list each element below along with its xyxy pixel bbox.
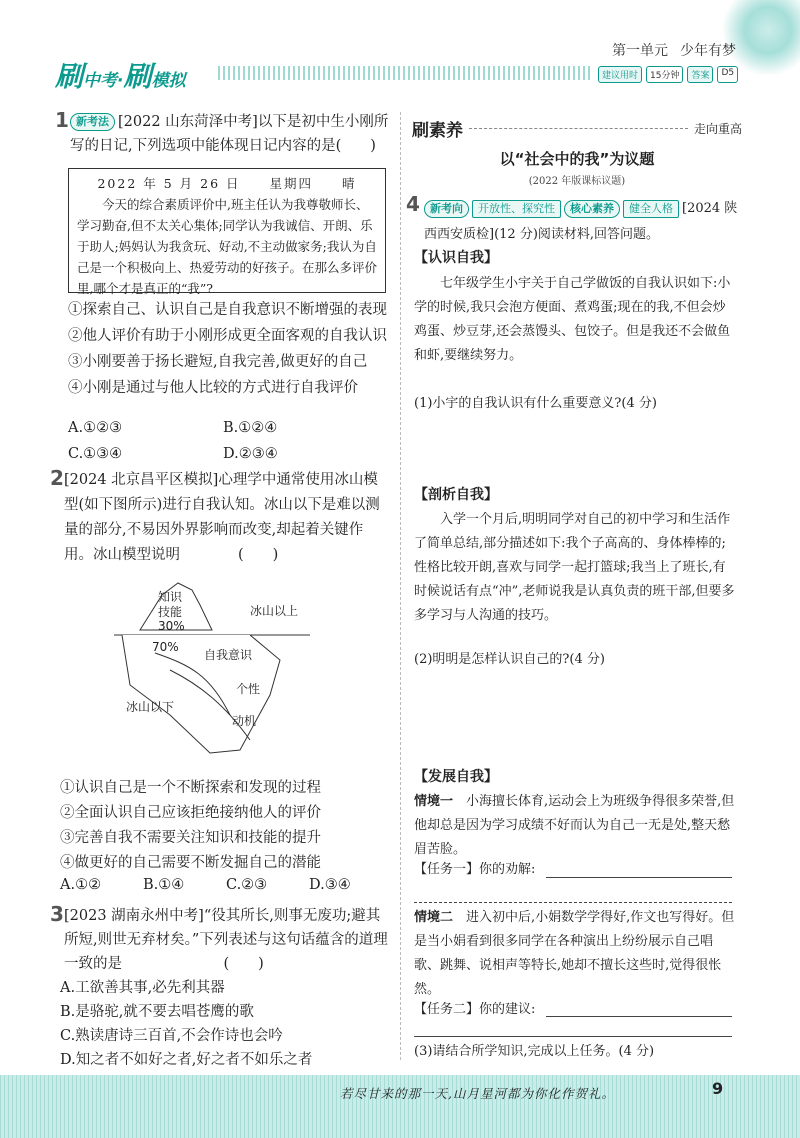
sub-question-2: (2)明明是怎样认识自己的?(4 分) (414, 652, 605, 667)
time-info (598, 66, 738, 83)
option[interactable]: D.③④ (309, 877, 351, 893)
answer-label: 答案 (687, 66, 713, 83)
time-value: 15分钟 (646, 66, 683, 83)
footer-quote: 若尽甘来的那一天,山月星河都为你化作贺礼。 (340, 1086, 615, 1101)
subheading-analyze-self: 【剖析自我】 (414, 487, 498, 503)
option[interactable]: C.熟读唐诗三百首,不会作诗也会吟 (60, 1028, 283, 1044)
iceberg-label-above: 冰山以上 (250, 604, 299, 618)
unit-title: 第一单元 少年有梦 (612, 43, 736, 59)
task-1-answer-line[interactable] (546, 877, 732, 878)
header-decoration (720, 0, 800, 75)
topic-title: 以“社会中的我”为议题 (499, 150, 655, 168)
question-number: 4 (406, 192, 420, 216)
time-label: 建议用时 (598, 66, 642, 83)
question-3-options (60, 976, 390, 1072)
question-1-options (68, 415, 378, 467)
iceberg-label-knowledge: 知识 (158, 590, 183, 604)
diary-header: 2022 年 5 月 26 日 星期四 晴 (97, 176, 357, 191)
question-number: 3 (50, 902, 64, 926)
scenario-1: 情境一 小海擅长体育,运动会上为班级争得很多荣誉,但他却总是因为学习成绩不好而认为自己一无是处,整天愁眉苦脸。 (414, 794, 735, 857)
section-title: 刷素养 走向重高 (412, 121, 742, 141)
option[interactable]: D.知之者不如好之者,好之者不如乐之者 (60, 1052, 313, 1068)
iceberg-label-motive: 动机 (232, 714, 257, 728)
section-right-label: 走向重高 (693, 122, 742, 136)
iceberg-label-self: 自我意识 (204, 648, 253, 662)
brand-logo: 刷中考·刷模拟 (55, 60, 186, 93)
option[interactable]: C.②③ (226, 877, 268, 893)
paragraph-know-self: 七年级学生小宇关于自己学做饭的自我认识如下:小学的时候,我只会泡方便面、煮鸡蛋;现在的我,不但会炒鸡蛋、炒豆芽,还会蒸馒头、包饺子。但是我还不会做鱼和虾,要继续努力。 (414, 276, 731, 363)
header-dots (218, 66, 590, 80)
question-2-stem: [2024 北京昌平区模拟]心理学中通常使用冰山模型(如下图所示)进行自我认知。冰山以下是难以测量的部分,不易因外界影响而改变,却起着关键作用。冰山模型说明 ( ) (64, 472, 380, 563)
iceberg-label-70: 70% (152, 640, 179, 654)
subheading-develop-self: 【发展自我】 (414, 769, 498, 785)
diary-box (68, 168, 386, 296)
option[interactable]: A.工欲善其事,必先利其器 (60, 980, 225, 996)
subheading-know-self: 【认识自我】 (414, 250, 498, 266)
task-1-label: 【任务一】你的劝解: (414, 862, 536, 877)
option[interactable]: A.①②③ (68, 420, 123, 436)
option[interactable]: B.①②④ (223, 420, 278, 436)
task-2-answer-line[interactable] (546, 1016, 732, 1017)
answer-line[interactable] (414, 1036, 732, 1037)
option[interactable]: B.①④ (143, 877, 185, 893)
sub-question-3: (3)请结合所学知识,完成以上任务。(4 分) (414, 1044, 655, 1059)
option[interactable]: B.是骆驼,就不要去唱苍鹰的歌 (60, 1004, 254, 1020)
option[interactable]: D.②③④ (223, 446, 278, 462)
question-1-statements: ①探索自己、认识自己是自我意识不断增强的表现 ②他人评价有助于小刚形成更全面客观的自我认识 ③小刚要善于扬长避短,自我完善,做更好的自己 ④小刚是通过与他人比较的方式进行自我评价 (68, 302, 402, 396)
iceberg-label-skill: 技能 (158, 605, 183, 619)
section-divider (469, 128, 688, 129)
page-number: 9 (712, 1079, 724, 1098)
paragraph-analyze-self: 入学一个月后,明明同学对自己的初中学习和生活作了简单总结,部分描述如下:我个子高高的、身体棒棒的;性格比较开朗,喜欢与同学一起打篮球;我当上了班长,有时候说话有点“冲”,老师说我是认真负责的班干部,但要多多学习与人沟通的技巧。 (414, 512, 735, 623)
topic-subtitle: (2022 年版课标议题) (528, 176, 626, 187)
question-1-stem: 新考法 [2022 山东菏泽中考]以下是初中生小刚所写的日记,下列选项中能体现日记内容的是( ) (70, 114, 389, 154)
question-4-stem: 新考向 开放性、探究性 核心素养 健全人格 [2024 陕西西安质检](12 分)阅读材料,回答问题。 (424, 201, 738, 242)
option[interactable]: A.①② (60, 877, 102, 893)
sub-question-1: (1)小宇的自我认识有什么重要意义?(4 分) (414, 396, 657, 411)
answer-value: D5 (717, 66, 738, 83)
iceberg-label-30: 30% (158, 619, 185, 633)
scenario-2: 情境二 进入初中后,小娟数学学得好,作文也写得好。但是当小娟看到很多同学在各种演出上纷纷展示自己唱歌、跳舞、说相声等特长,她却不擅长这些时,觉得很怅然。 (414, 910, 735, 997)
footer (0, 1075, 800, 1138)
question-number: 1 (55, 108, 69, 132)
option[interactable]: C.①③④ (68, 446, 123, 462)
task-2-label: 【任务二】你的建议: (414, 1002, 536, 1017)
question-2-statements: ①认识自己是一个不断探索和发现的过程 ②全面认识自己应该拒绝接纳他人的评价 ③完善自我不需要关注知识和技能的提升 ④做更好的自己需要不断发掘自己的潜能 (60, 780, 321, 871)
answer-line[interactable] (414, 902, 732, 903)
iceberg-label-below: 冰山以下 (126, 700, 175, 714)
question-number: 2 (50, 466, 64, 490)
iceberg-label-personality: 个性 (236, 682, 261, 696)
column-divider (400, 112, 401, 1060)
diary-body: 今天的综合素质评价中,班主任认为我尊敬师长、学习勤奋,但不太关心集体;同学认为我诚信、开朗、乐于助人;妈妈认为我贪玩、好动,不主动做家务;我认为自己是一个积极向上、热爱劳动的好孩子。在那么多评价里,哪个才是真正的“我”? (77, 197, 378, 296)
question-tag: 新考法 (70, 113, 115, 131)
question-3-stem: [2023 湖南永州中考]“役其所长,则事无废功;避其所短,则世无弃材矣。”下列表述与这句话蕴含的道理一致的是 ( ) (64, 908, 388, 972)
question-2-options (60, 872, 389, 898)
